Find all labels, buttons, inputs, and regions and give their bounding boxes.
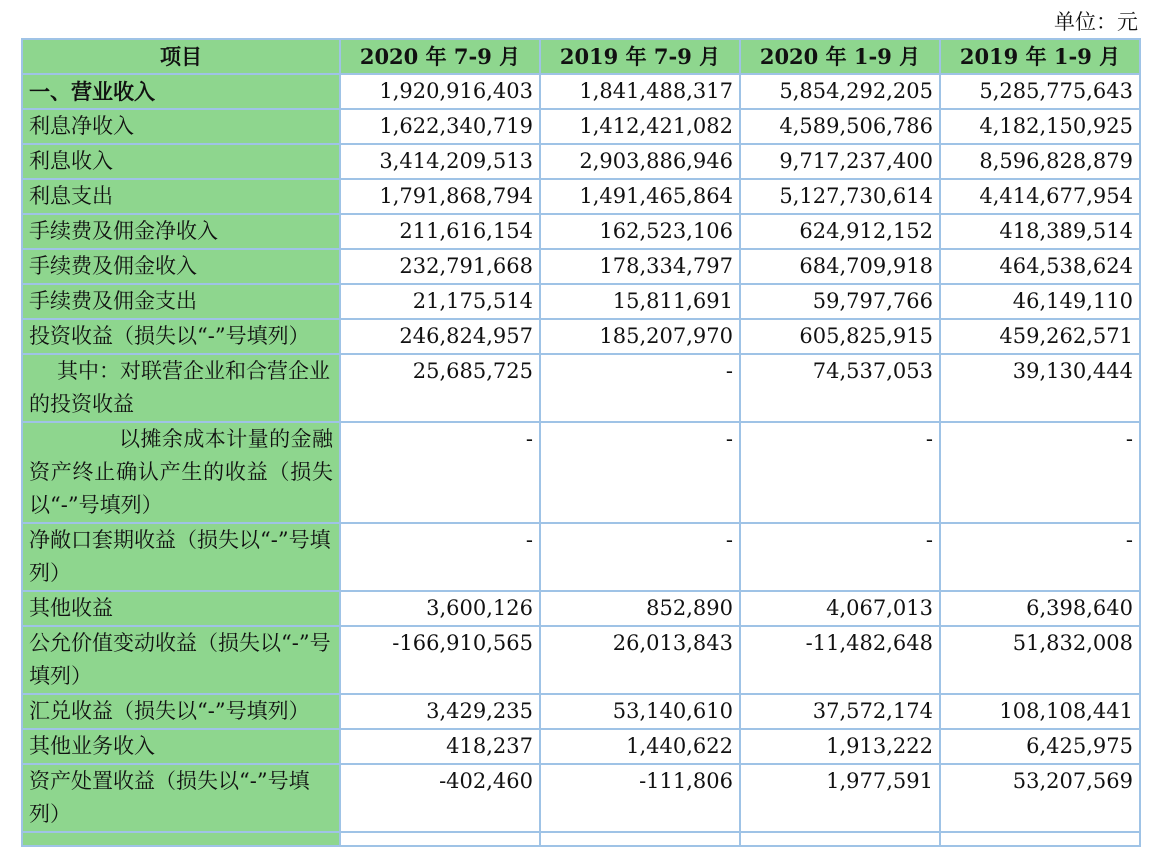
cell-value: 162,523,106 bbox=[540, 214, 740, 249]
cell-value: - bbox=[940, 422, 1140, 523]
cell-value: - bbox=[740, 422, 940, 523]
table-row bbox=[22, 74, 1140, 109]
cell-value: 51,832,008 bbox=[940, 626, 1140, 694]
table-header-row bbox=[22, 39, 1140, 74]
cell-value: 1,791,868,794 bbox=[340, 179, 540, 214]
cell-value: -402,460 bbox=[340, 764, 540, 832]
row-label: 资产处置收益（损失以“-”号填列） bbox=[22, 764, 340, 832]
cell-value: 459,262,571 bbox=[940, 319, 1140, 354]
table-row bbox=[22, 764, 1140, 832]
table-row bbox=[22, 319, 1140, 354]
cell-cut bbox=[740, 832, 940, 846]
table-row bbox=[22, 354, 1140, 422]
cell-value: 25,685,725 bbox=[340, 354, 540, 422]
cell-value: 6,398,640 bbox=[940, 591, 1140, 626]
header-2020-q3: 2020 年 7-9 月 bbox=[340, 39, 540, 74]
row-label: 手续费及佣金净收入 bbox=[22, 214, 340, 249]
cell-value: - bbox=[540, 354, 740, 422]
row-label: 其他业务收入 bbox=[22, 729, 340, 764]
row-label: 汇兑收益（损失以“-”号填列） bbox=[22, 694, 340, 729]
row-label: 投资收益（损失以“-”号填列） bbox=[22, 319, 340, 354]
cell-value: 1,412,421,082 bbox=[540, 109, 740, 144]
cell-value: 2,903,886,946 bbox=[540, 144, 740, 179]
cell-value: 684,709,918 bbox=[740, 249, 940, 284]
table-row-cut-off bbox=[22, 832, 1140, 846]
cell-value: 3,429,235 bbox=[340, 694, 540, 729]
table-row bbox=[22, 214, 1140, 249]
cell-value: 4,414,677,954 bbox=[940, 179, 1140, 214]
cell-value: 4,182,150,925 bbox=[940, 109, 1140, 144]
cell-value: 1,913,222 bbox=[740, 729, 940, 764]
table-row bbox=[22, 179, 1140, 214]
cell-value: 1,977,591 bbox=[740, 764, 940, 832]
row-label: 手续费及佣金收入 bbox=[22, 249, 340, 284]
cell-value: 9,717,237,400 bbox=[740, 144, 940, 179]
cell-cut bbox=[340, 832, 540, 846]
income-statement-table bbox=[21, 38, 1141, 847]
table-row bbox=[22, 729, 1140, 764]
table-row bbox=[22, 422, 1140, 523]
table-row bbox=[22, 626, 1140, 694]
cell-value: 246,824,957 bbox=[340, 319, 540, 354]
cell-value: 46,149,110 bbox=[940, 284, 1140, 319]
unit-label: 单位：元 bbox=[1054, 10, 1138, 34]
row-label: 利息净收入 bbox=[22, 109, 340, 144]
cell-cut bbox=[540, 832, 740, 846]
cell-value: 852,890 bbox=[540, 591, 740, 626]
cell-value: 4,589,506,786 bbox=[740, 109, 940, 144]
cell-value: 6,425,975 bbox=[940, 729, 1140, 764]
table-row bbox=[22, 249, 1140, 284]
cell-cut bbox=[940, 832, 1140, 846]
cell-value: 211,616,154 bbox=[340, 214, 540, 249]
row-label: 手续费及佣金支出 bbox=[22, 284, 340, 319]
table-row bbox=[22, 523, 1140, 591]
cell-value: 418,389,514 bbox=[940, 214, 1140, 249]
cell-value: 5,854,292,205 bbox=[740, 74, 940, 109]
cell-value: - bbox=[540, 422, 740, 523]
cell-value: 1,622,340,719 bbox=[340, 109, 540, 144]
row-label: 一、营业收入 bbox=[22, 74, 340, 109]
cell-value: 624,912,152 bbox=[740, 214, 940, 249]
row-label: 其他收益 bbox=[22, 591, 340, 626]
row-label: 以摊余成本计量的金融资产终止确认产生的收益（损失以“-”号填列） bbox=[22, 422, 340, 523]
cell-value: 39,130,444 bbox=[940, 354, 1140, 422]
cell-value: 464,538,624 bbox=[940, 249, 1140, 284]
cell-value: 4,067,013 bbox=[740, 591, 940, 626]
cell-value: 1,440,622 bbox=[540, 729, 740, 764]
cell-value: -166,910,565 bbox=[340, 626, 540, 694]
cell-value: 59,797,766 bbox=[740, 284, 940, 319]
cell-value: 5,127,730,614 bbox=[740, 179, 940, 214]
cell-value: 1,920,916,403 bbox=[340, 74, 540, 109]
cell-value: 26,013,843 bbox=[540, 626, 740, 694]
cell-value: 5,285,775,643 bbox=[940, 74, 1140, 109]
cell-value: -111,806 bbox=[540, 764, 740, 832]
cell-value: 3,414,209,513 bbox=[340, 144, 540, 179]
cell-value: 108,108,441 bbox=[940, 694, 1140, 729]
row-label-cut bbox=[22, 832, 340, 846]
cell-value: 1,841,488,317 bbox=[540, 74, 740, 109]
cell-value: 232,791,668 bbox=[340, 249, 540, 284]
cell-value: 15,811,691 bbox=[540, 284, 740, 319]
cell-value: 185,207,970 bbox=[540, 319, 740, 354]
cell-value: 605,825,915 bbox=[740, 319, 940, 354]
header-2019-ytd: 2019 年 1-9 月 bbox=[940, 39, 1140, 74]
row-label: 公允价值变动收益（损失以“-”号填列） bbox=[22, 626, 340, 694]
cell-value: - bbox=[340, 422, 540, 523]
row-label: 利息支出 bbox=[22, 179, 340, 214]
table-row bbox=[22, 144, 1140, 179]
cell-value: 418,237 bbox=[340, 729, 540, 764]
cell-value: 74,537,053 bbox=[740, 354, 940, 422]
row-label: 利息收入 bbox=[22, 144, 340, 179]
header-2019-q3: 2019 年 7-9 月 bbox=[540, 39, 740, 74]
cell-value: 8,596,828,879 bbox=[940, 144, 1140, 179]
header-item: 项目 bbox=[22, 39, 340, 74]
header-2020-ytd: 2020 年 1-9 月 bbox=[740, 39, 940, 74]
table-row bbox=[22, 284, 1140, 319]
table-row bbox=[22, 694, 1140, 729]
cell-value: - bbox=[340, 523, 540, 591]
cell-value: 21,175,514 bbox=[340, 284, 540, 319]
cell-value: - bbox=[740, 523, 940, 591]
cell-value: -11,482,648 bbox=[740, 626, 940, 694]
cell-value: 37,572,174 bbox=[740, 694, 940, 729]
cell-value: 53,207,569 bbox=[940, 764, 1140, 832]
table-row bbox=[22, 591, 1140, 626]
cell-value: - bbox=[540, 523, 740, 591]
cell-value: 1,491,465,864 bbox=[540, 179, 740, 214]
row-label: 其中：对联营企业和合营企业的投资收益 bbox=[22, 354, 340, 422]
table-row bbox=[22, 109, 1140, 144]
row-label: 净敞口套期收益（损失以“-”号填列） bbox=[22, 523, 340, 591]
cell-value: 53,140,610 bbox=[540, 694, 740, 729]
cell-value: - bbox=[940, 523, 1140, 591]
cell-value: 178,334,797 bbox=[540, 249, 740, 284]
cell-value: 3,600,126 bbox=[340, 591, 540, 626]
